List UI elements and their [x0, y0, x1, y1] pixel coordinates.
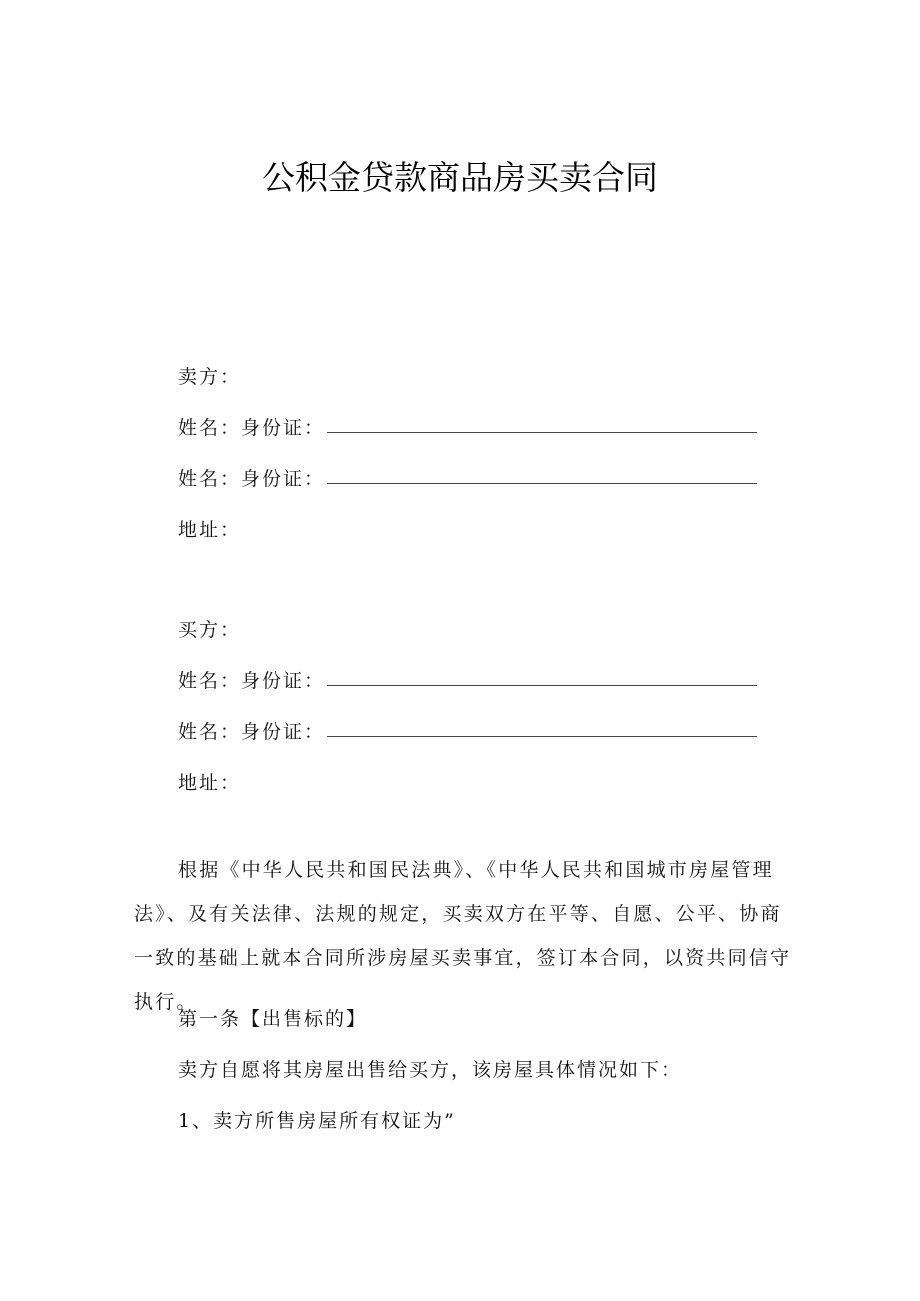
article1-item1: 1、卖方所售房屋所有权证为”: [178, 1110, 456, 1132]
page-title: 公积金贷款商品房买卖合同: [262, 158, 658, 197]
seller-person1-field[interactable]: [327, 432, 757, 433]
buyer-person1-field[interactable]: [327, 685, 757, 686]
buyer-person1-label: 姓名：身份证：: [178, 670, 326, 692]
buyer-heading: 买方：: [178, 619, 242, 641]
buyer-person2-label: 姓名：身份证：: [178, 721, 326, 743]
seller-person2-field[interactable]: [327, 483, 757, 484]
buyer-address-label: 地址：: [178, 772, 242, 794]
buyer-person2-field[interactable]: [327, 736, 757, 737]
intro-paragraph: 根据《中华人民共和国民法典》、《中华人民共和国城市房屋管理法》、及有关法律、法规的规定，买卖双方在平等、自愿、公平、协商一致的基础上就本合同所涉房屋买卖事宜，签订本合同，以资共同信守执行。: [134, 859, 792, 1013]
article1-heading: 第一条【出售标的】: [178, 1008, 368, 1030]
article1-text: 卖方自愿将其房屋出售给买方，该房屋具体情况如下：: [178, 1059, 683, 1081]
seller-person1-label: 姓名：身份证：: [178, 417, 326, 439]
seller-person2-label: 姓名：身份证：: [178, 468, 326, 490]
seller-address-label: 地址：: [178, 519, 242, 541]
seller-heading: 卖方：: [178, 366, 242, 388]
